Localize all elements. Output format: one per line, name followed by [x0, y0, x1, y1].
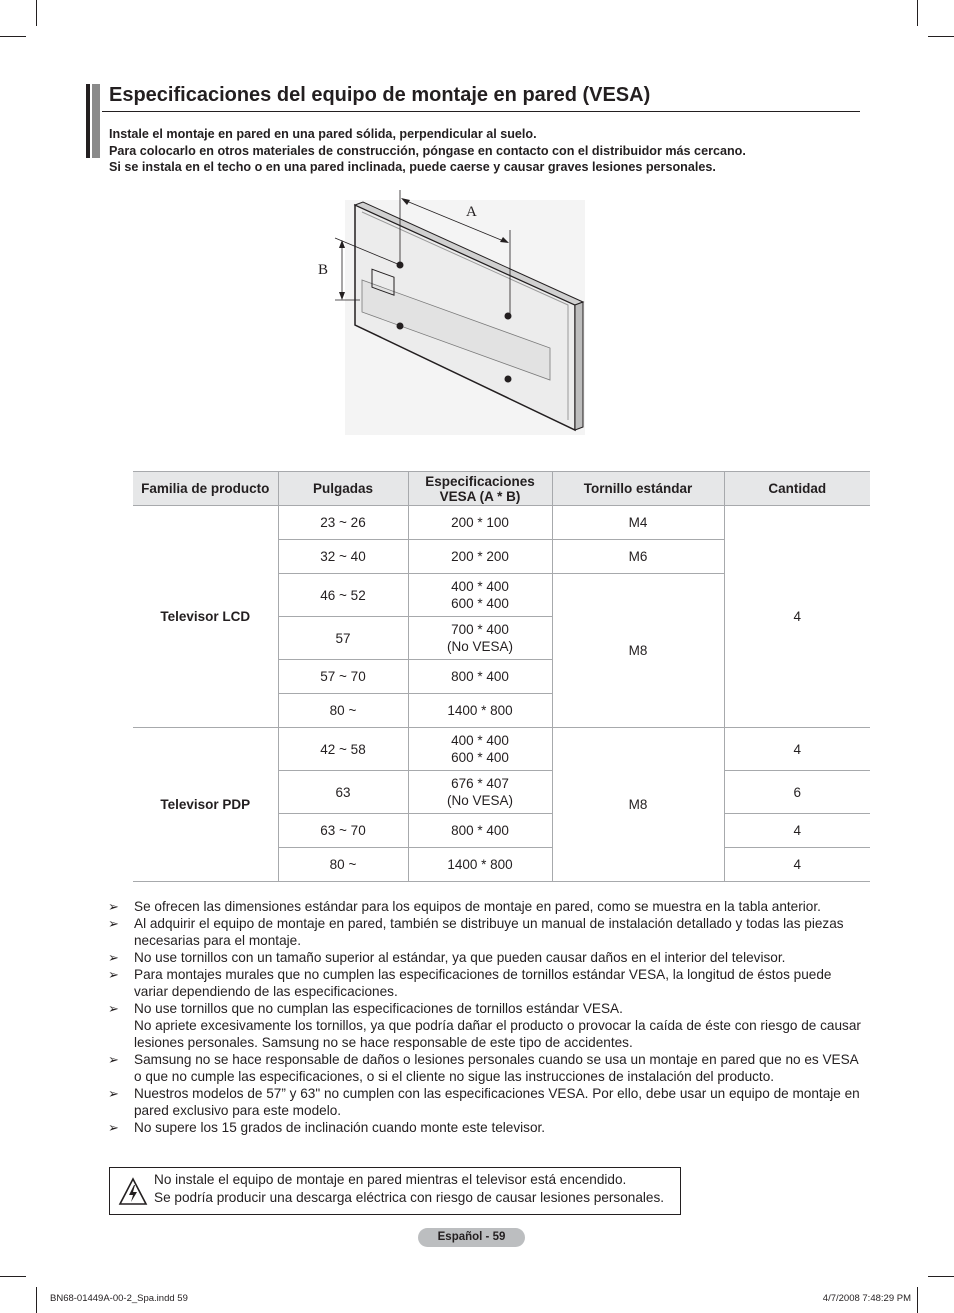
vesa-cell: [408, 617, 552, 660]
column-header: Familia de producto: [133, 472, 278, 506]
vesa-value: 700 * 400: [451, 622, 509, 637]
note-arrow-icon: ➢: [108, 916, 119, 931]
page-title: Especificaciones del equipo de montaje en pared (VESA): [109, 84, 651, 106]
note-item: [108, 1119, 868, 1136]
vesa-value: (No VESA): [446, 793, 514, 808]
inches-cell: 63: [278, 771, 408, 814]
vesa-cell: 800 * 400: [408, 814, 552, 848]
vesa-cell: [408, 574, 552, 617]
crop-mark: [928, 36, 954, 37]
intro-text: [109, 126, 746, 176]
arrow-head: [339, 240, 345, 248]
table-row: [133, 728, 870, 771]
vesa-value: 600 * 400: [451, 596, 509, 611]
note-text: Al adquirir el equipo de montaje en pared, también se distribuye un manual de instalación detallado y todas las piezas necesarias para el montaje.: [134, 916, 844, 948]
quantity-cell: 6: [724, 771, 870, 814]
note-item: [108, 966, 868, 1000]
inches-cell: 80 ~: [278, 694, 408, 728]
screw-cell: M8: [552, 728, 724, 882]
electric-warning-icon: [118, 1177, 148, 1207]
note-text: No use tornillos que no cumplan las especificaciones de tornillos estándar VESA.: [134, 1001, 623, 1016]
inches-cell: 46 ~ 52: [278, 574, 408, 617]
note-item: [108, 898, 868, 915]
note-item: [108, 1085, 868, 1119]
inches-cell: 32 ~ 40: [278, 540, 408, 574]
vesa-cell: 1400 * 800: [408, 848, 552, 882]
title-accent-bar-gray: [92, 84, 100, 158]
vesa-value: 400 * 400: [451, 579, 509, 594]
column-header: Pulgadas: [278, 472, 408, 506]
note-item: [108, 949, 868, 966]
note-text: Nuestros modelos de 57” y 63" no cumplen con las especificaciones VESA. Por ello, debe usar un equipo de montaje en pared exclusivo para este modelo.: [134, 1086, 860, 1118]
screw-cell: M6: [552, 540, 724, 574]
vesa-value: 676 * 407: [451, 776, 509, 791]
intro-line: Para colocarlo en otros materiales de construcción, póngase en contacto con el distribuidor más cercano.: [109, 143, 746, 158]
tv-wall-mount-diagram: [300, 190, 600, 440]
footer-timestamp: 4/7/2008 7:48:29 PM: [822, 1293, 911, 1304]
page-number-badge: Español - 59: [418, 1228, 525, 1247]
note-text: No supere los 15 grados de inclinación cuando monte este televisor.: [134, 1120, 546, 1135]
dimension-a-label: A: [466, 204, 477, 220]
note-arrow-icon: ➢: [108, 1086, 119, 1101]
vesa-value: 600 * 400: [451, 750, 509, 765]
vesa-cell: 200 * 100: [408, 506, 552, 540]
footer-file-name: BN68-01449A-00-2_Spa.indd 59: [50, 1293, 188, 1304]
quantity-cell: 4: [724, 848, 870, 882]
note-item: [108, 915, 868, 949]
inches-cell: 57: [278, 617, 408, 660]
note-arrow-icon: ➢: [108, 1120, 119, 1135]
product-family-cell: Televisor PDP: [133, 728, 278, 882]
vesa-cell: 800 * 400: [408, 660, 552, 694]
notes-list: [108, 898, 868, 1136]
crop-mark: [0, 36, 26, 37]
quantity-cell: 4: [724, 728, 870, 771]
warning-text: [154, 1171, 664, 1207]
inches-cell: 42 ~ 58: [278, 728, 408, 771]
crop-mark: [917, 1287, 918, 1313]
column-header: Especificaciones VESA (A * B): [408, 472, 552, 506]
note-text: Para montajes murales que no cumplen las especificaciones de tornillos estándar VESA, la longitud de éstos puede variar dependiendo de las especificaciones.: [134, 967, 832, 999]
vesa-cell: 1400 * 800: [408, 694, 552, 728]
quantity-cell: 4: [724, 814, 870, 848]
note-arrow-icon: ➢: [108, 1001, 119, 1016]
crop-mark: [928, 1276, 954, 1277]
vesa-value: 400 * 400: [451, 733, 509, 748]
crop-mark: [36, 0, 37, 26]
quantity-cell: 4: [724, 506, 870, 728]
inches-cell: 80 ~: [278, 848, 408, 882]
inches-cell: 57 ~ 70: [278, 660, 408, 694]
screw-cell: M4: [552, 506, 724, 540]
screw-cell: M8: [552, 574, 724, 728]
tv-side-edge: [575, 302, 583, 430]
note-item: [108, 1000, 868, 1051]
note-text: No use tornillos con un tamaño superior al estándar, ya que pueden causar daños en el interior del televisor.: [134, 950, 786, 965]
vesa-cell: 200 * 200: [408, 540, 552, 574]
vesa-hole: [397, 323, 404, 330]
column-header: Tornillo estándar: [552, 472, 724, 506]
product-family-cell: Televisor LCD: [133, 506, 278, 728]
vesa-spec-table: [133, 471, 870, 882]
crop-mark: [917, 0, 918, 26]
table-row: [133, 506, 870, 540]
note-item: [108, 1051, 868, 1085]
intro-line: Instale el montaje en pared en una pared sólida, perpendicular al suelo.: [109, 127, 537, 141]
vesa-hole: [505, 313, 512, 320]
inches-cell: 23 ~ 26: [278, 506, 408, 540]
column-header: Cantidad: [724, 472, 870, 506]
vesa-value: (No VESA): [446, 639, 514, 654]
warning-box: [109, 1167, 681, 1215]
note-arrow-icon: ➢: [108, 950, 119, 965]
inches-cell: 63 ~ 70: [278, 814, 408, 848]
title-underline: [102, 111, 860, 112]
warning-line: Se podría producir una descarga eléctrica con riesgo de causar lesiones personales.: [154, 1190, 665, 1205]
arrow-head: [339, 292, 345, 300]
intro-line: Si se instala en el techo o en una pared inclinada, puede caerse y causar graves lesiones personales.: [109, 160, 716, 174]
note-text: Samsung no se hace responsable de daños o lesiones personales cuando se usa un montaje en pared que no es VESA o que no cumple las especificaciones, o si el cliente no sigue las instrucciones de instalación del producto.: [134, 1052, 858, 1084]
note-arrow-icon: ➢: [108, 899, 119, 914]
note-arrow-icon: ➢: [108, 1052, 119, 1067]
note-arrow-icon: ➢: [108, 967, 119, 982]
crop-mark: [0, 1276, 26, 1277]
dimension-b-label: B: [318, 262, 329, 278]
vesa-hole: [505, 376, 512, 383]
warning-line: No instale el equipo de montaje en pared mientras el televisor está encendido.: [154, 1172, 627, 1187]
vesa-cell: [408, 771, 552, 814]
title-accent-bar: [86, 84, 90, 158]
crop-mark: [36, 1287, 37, 1313]
note-text: Se ofrecen las dimensiones estándar para los equipos de montaje en pared, como se muestra en la tabla anterior.: [134, 899, 821, 914]
vesa-cell: [408, 728, 552, 771]
note-text: No apriete excesivamente los tornillos, ya que podría dañar el producto o provocar la caída de éste con riesgo de causar lesiones personales. Samsung no se hace responsable de este tipo de accidentes.: [134, 1018, 861, 1050]
